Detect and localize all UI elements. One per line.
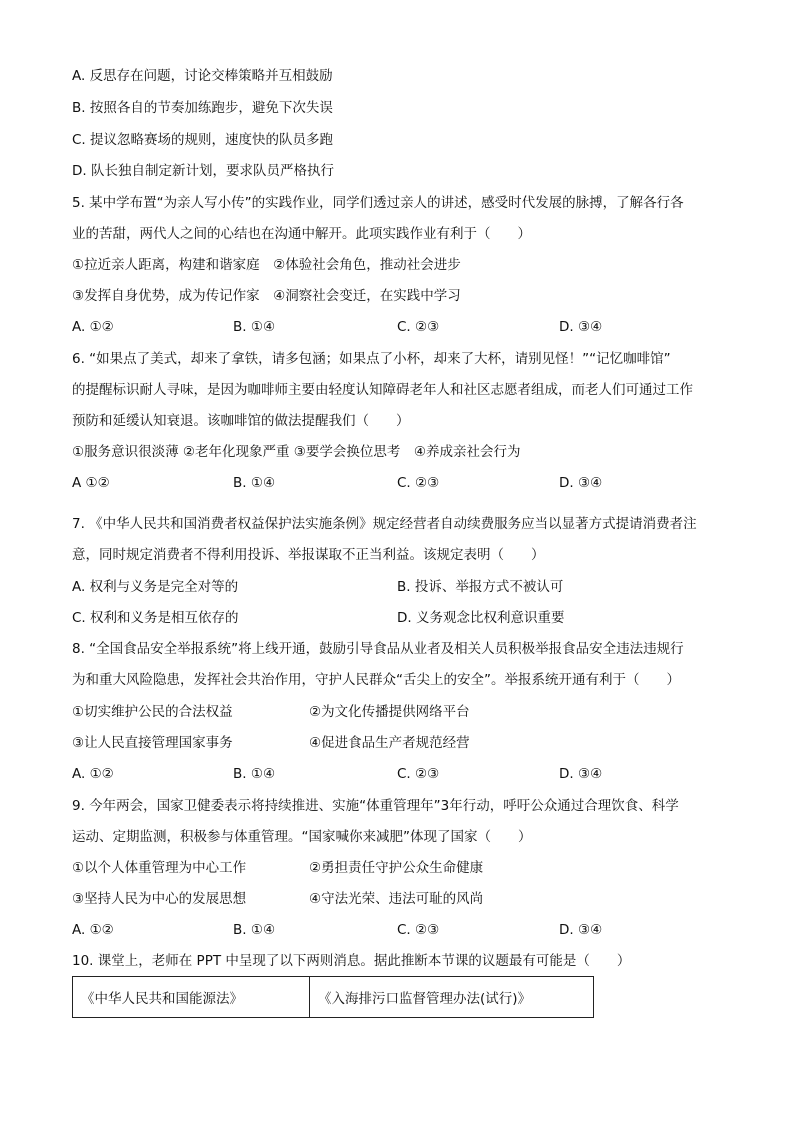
q9-stem-line1: 9. 今年两会，国家卫健委表示将持续推进、实施“体重管理年”3年行动，呼吁公众通过合理饮食、科学 bbox=[72, 798, 679, 814]
q10-news-table bbox=[72, 976, 594, 1018]
q8-item-3: ③让人民直接管理国家事务 bbox=[72, 735, 233, 751]
q5-choice-a: A. ①② bbox=[72, 319, 114, 335]
q8-choice-b: B. ①④ bbox=[233, 766, 276, 782]
q8-stem-line1: 8. “全国食品安全举报系统”将上线开通，鼓励引导食品从业者及相关人员积极举报食品安全违法违规行 bbox=[72, 641, 684, 657]
q10-news-cell-2: 《入海排污口监督管理办法(试行)》 bbox=[310, 977, 594, 1018]
q6-choice-d: D. ③④ bbox=[559, 475, 603, 491]
q10-news-cell-1: 《中华人民共和国能源法》 bbox=[73, 977, 310, 1018]
q6-stem-line1: 6. “如果点了美式，却来了拿铁，请多包涵；如果点了小杯，却来了大杯，请别见怪！”“记忆咖啡馆” bbox=[72, 351, 671, 367]
q9-choice-c: C. ②③ bbox=[397, 922, 440, 938]
q5-stem-line2: 业的苦甜，两代人之间的心结也在沟通中解开。此项实践作业有利于（ ） bbox=[72, 226, 531, 242]
q8-choice-a: A. ①② bbox=[72, 766, 114, 782]
q5-stem-line1: 5. 某中学布置“为亲人写小传”的实践作业，同学们透过亲人的讲述，感受时代发展的脉搏，了解各行各 bbox=[72, 195, 684, 211]
q9-item-4: ④守法光荣、违法可耻的风尚 bbox=[309, 891, 484, 907]
q4-option-c: C. 提议忽略赛场的规则，速度快的队员多跑 bbox=[72, 132, 334, 148]
q6-stem-line3: 预防和延缓认知衰退。该咖啡馆的做法提醒我们（ ） bbox=[72, 413, 410, 429]
q5-choice-d: D. ③④ bbox=[559, 319, 603, 335]
q7-choice-d: D. 义务观念比权利意识重要 bbox=[397, 610, 565, 626]
q4-option-a: A. 反思存在问题，讨论交棒策略并互相鼓励 bbox=[72, 68, 333, 84]
q5-items-line2: ③发挥自身优势，成为传记作家 ④洞察社会变迁，在实践中学习 bbox=[72, 288, 461, 304]
q8-stem-line2: 为和重大风险隐患，发挥社会共治作用，守护人民群众“舌尖上的安全”。举报系统开通有利于（ ） bbox=[72, 672, 680, 688]
q4-option-b: B. 按照各自的节奏加练跑步，避免下次失误 bbox=[72, 100, 333, 116]
q9-item-2: ②勇担责任守护公众生命健康 bbox=[309, 860, 484, 876]
q8-item-1: ①切实维护公民的合法权益 bbox=[72, 704, 233, 720]
q10-stem: 10. 课堂上，老师在 PPT 中呈现了以下两则消息。据此推断本节课的议题最有可能是（ ） bbox=[72, 953, 631, 969]
q9-choice-d: D. ③④ bbox=[559, 922, 603, 938]
q5-choice-b: B. ①④ bbox=[233, 319, 276, 335]
q7-stem-line1: 7. 《中华人民共和国消费者权益保护法实施条例》规定经营者自动续费服务应当以显著方式提请消费者注 bbox=[72, 516, 697, 532]
q8-item-2: ②为文化传播提供网络平台 bbox=[309, 704, 470, 720]
q7-stem-line2: 意，同时规定消费者不得利用投诉、举报谋取不正当利益。该规定表明（ ） bbox=[72, 547, 545, 563]
q6-choice-b: B. ①④ bbox=[233, 475, 276, 491]
q5-choice-c: C. ②③ bbox=[397, 319, 440, 335]
q6-choice-a: A ①② bbox=[72, 475, 110, 491]
q6-items-line1: ①服务意识很淡薄 ②老年化现象严重 ③要学会换位思考 ④养成亲社会行为 bbox=[72, 444, 521, 460]
q6-choice-c: C. ②③ bbox=[397, 475, 440, 491]
q8-choice-d: D. ③④ bbox=[559, 766, 603, 782]
q5-items-line1: ①拉近亲人距离，构建和谐家庭 ②体验社会角色，推动社会进步 bbox=[72, 257, 461, 273]
q8-item-4: ④促进食品生产者规范经营 bbox=[309, 735, 470, 751]
q9-item-3: ③坚持人民为中心的发展思想 bbox=[72, 891, 247, 907]
q6-stem-line2: 的提醒标识耐人寻味，是因为咖啡师主要由轻度认知障碍老年人和社区志愿者组成，而老人们可通过工作 bbox=[72, 382, 693, 398]
q7-choice-b: B. 投诉、举报方式不被认可 bbox=[397, 579, 564, 595]
q7-choice-c: C. 权利和义务是相互依存的 bbox=[72, 610, 239, 626]
q8-choice-c: C. ②③ bbox=[397, 766, 440, 782]
q9-item-1: ①以个人体重管理为中心工作 bbox=[72, 860, 247, 876]
q9-choice-a: A. ①② bbox=[72, 922, 114, 938]
q9-stem-line2: 运动、定期监测，积极参与体重管理。“国家喊你来减肥”体现了国家（ ） bbox=[72, 829, 532, 845]
q9-choice-b: B. ①④ bbox=[233, 922, 276, 938]
q7-choice-a: A. 权利与义务是完全对等的 bbox=[72, 579, 239, 595]
q4-option-d: D. 队长独自制定新计划，要求队员严格执行 bbox=[72, 163, 334, 179]
